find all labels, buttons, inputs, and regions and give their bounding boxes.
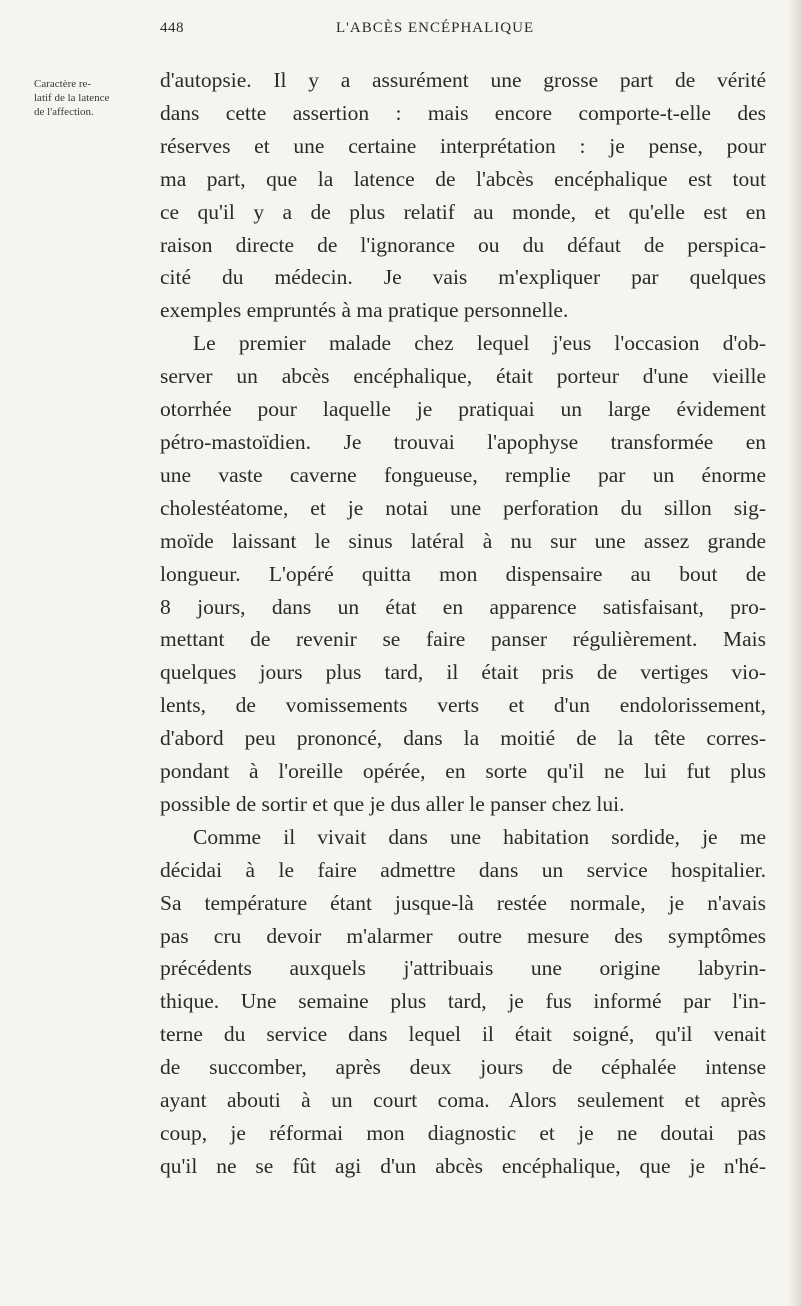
text-line: Le premier malade chez lequel j'eus l'occasion d'ob-: [193, 331, 766, 356]
text-line: 8 jours, dans un état en apparence satisfaisant, pro-: [160, 594, 766, 619]
text-line: décidai à le faire admettre dans un service hospitalier.: [160, 857, 766, 882]
text-line: otorrhée pour laquelle je pratiquai un large évidement: [160, 397, 766, 422]
paragraph-1: [160, 64, 766, 327]
text-line: pas cru devoir m'alarmer outre mesure des symptômes: [160, 923, 766, 948]
paragraph-3: [160, 821, 766, 1183]
text-line: exemples empruntés à ma pratique personnelle.: [160, 298, 569, 323]
text-line: pétro-mastoïdien. Je trouvai l'apophyse transformée en: [160, 429, 766, 454]
text-line: cité du médecin. Je vais m'expliquer par quelques: [160, 265, 766, 290]
text-line: raison directe de l'ignorance ou du défaut de perspica-: [160, 232, 766, 257]
text-line: thique. Une semaine plus tard, je fus informé par l'in-: [160, 989, 766, 1014]
text-line: de succomber, après deux jours de céphalée intense: [160, 1055, 766, 1080]
text-line: d'abord peu prononcé, dans la moitié de la tête corres-: [160, 726, 766, 751]
text-line: ce qu'il y a de plus relatif au monde, et qu'elle est en: [160, 199, 766, 224]
text-line: Comme il vivait dans une habitation sordide, je me: [193, 824, 766, 849]
margin-note-line: Caractère re-: [34, 78, 92, 90]
paragraph-2: [160, 327, 766, 821]
text-line: moïde laissant le sinus latéral à nu sur une assez grande: [160, 528, 766, 553]
text-line: lents, de vomissements verts et d'un endolorissement,: [160, 693, 766, 718]
text-line: possible de sortir et que je dus aller le panser chez lui.: [160, 791, 625, 816]
page-edge-shadow: [787, 0, 801, 1306]
running-head: L'ABCÈS ENCÉPHALIQUE: [336, 20, 535, 36]
text-line: réserves et une certaine interprétation : je pense, pour: [160, 133, 766, 158]
page-header: [160, 20, 760, 48]
text-line: d'autopsie. Il y a assurément une grosse part de vérité: [160, 68, 766, 92]
text-line: coup, je réformai mon diagnostic et je ne doutai pas: [160, 1121, 766, 1145]
text-line: précédents auxquels j'attribuais une origine labyrin-: [160, 956, 766, 981]
text-line: dans cette assertion : mais encore comporte-t-elle des: [160, 100, 766, 125]
margin-note: [34, 77, 150, 119]
text-line: server un abcès encéphalique, était porteur d'une vieille: [160, 364, 766, 389]
text-line: ma part, que la latence de l'abcès encéphalique est tout: [160, 166, 766, 191]
text-line: terne du service dans lequel il était soigné, qu'il venait: [160, 1022, 766, 1047]
text-line: mettant de revenir se faire panser régulièrement. Mais: [160, 627, 766, 652]
text-line: quelques jours plus tard, il était pris de vertiges vio-: [160, 660, 766, 685]
margin-note-line: latif de la latence: [34, 92, 110, 104]
text-line: cholestéatome, et je notai une perforation du sillon sig-: [160, 495, 766, 520]
text-line: longueur. L'opéré quitta mon dispensaire au bout de: [160, 561, 766, 586]
page-number: 448: [160, 20, 184, 36]
text-line: une vaste caverne fongueuse, remplie par un énorme: [160, 462, 766, 487]
text-line: qu'il ne se fût agi d'un abcès encéphalique, que je n'hé-: [160, 1153, 766, 1178]
text-line: ayant abouti à un court coma. Alors seulement et après: [160, 1088, 766, 1113]
text-line: pondant à l'oreille opérée, en sorte qu'il ne lui fut plus: [160, 759, 766, 784]
text-line: Sa température étant jusque-là restée normale, je n'avais: [160, 890, 766, 915]
body-text: [160, 64, 766, 1183]
margin-note-line: de l'affection.: [34, 106, 94, 118]
